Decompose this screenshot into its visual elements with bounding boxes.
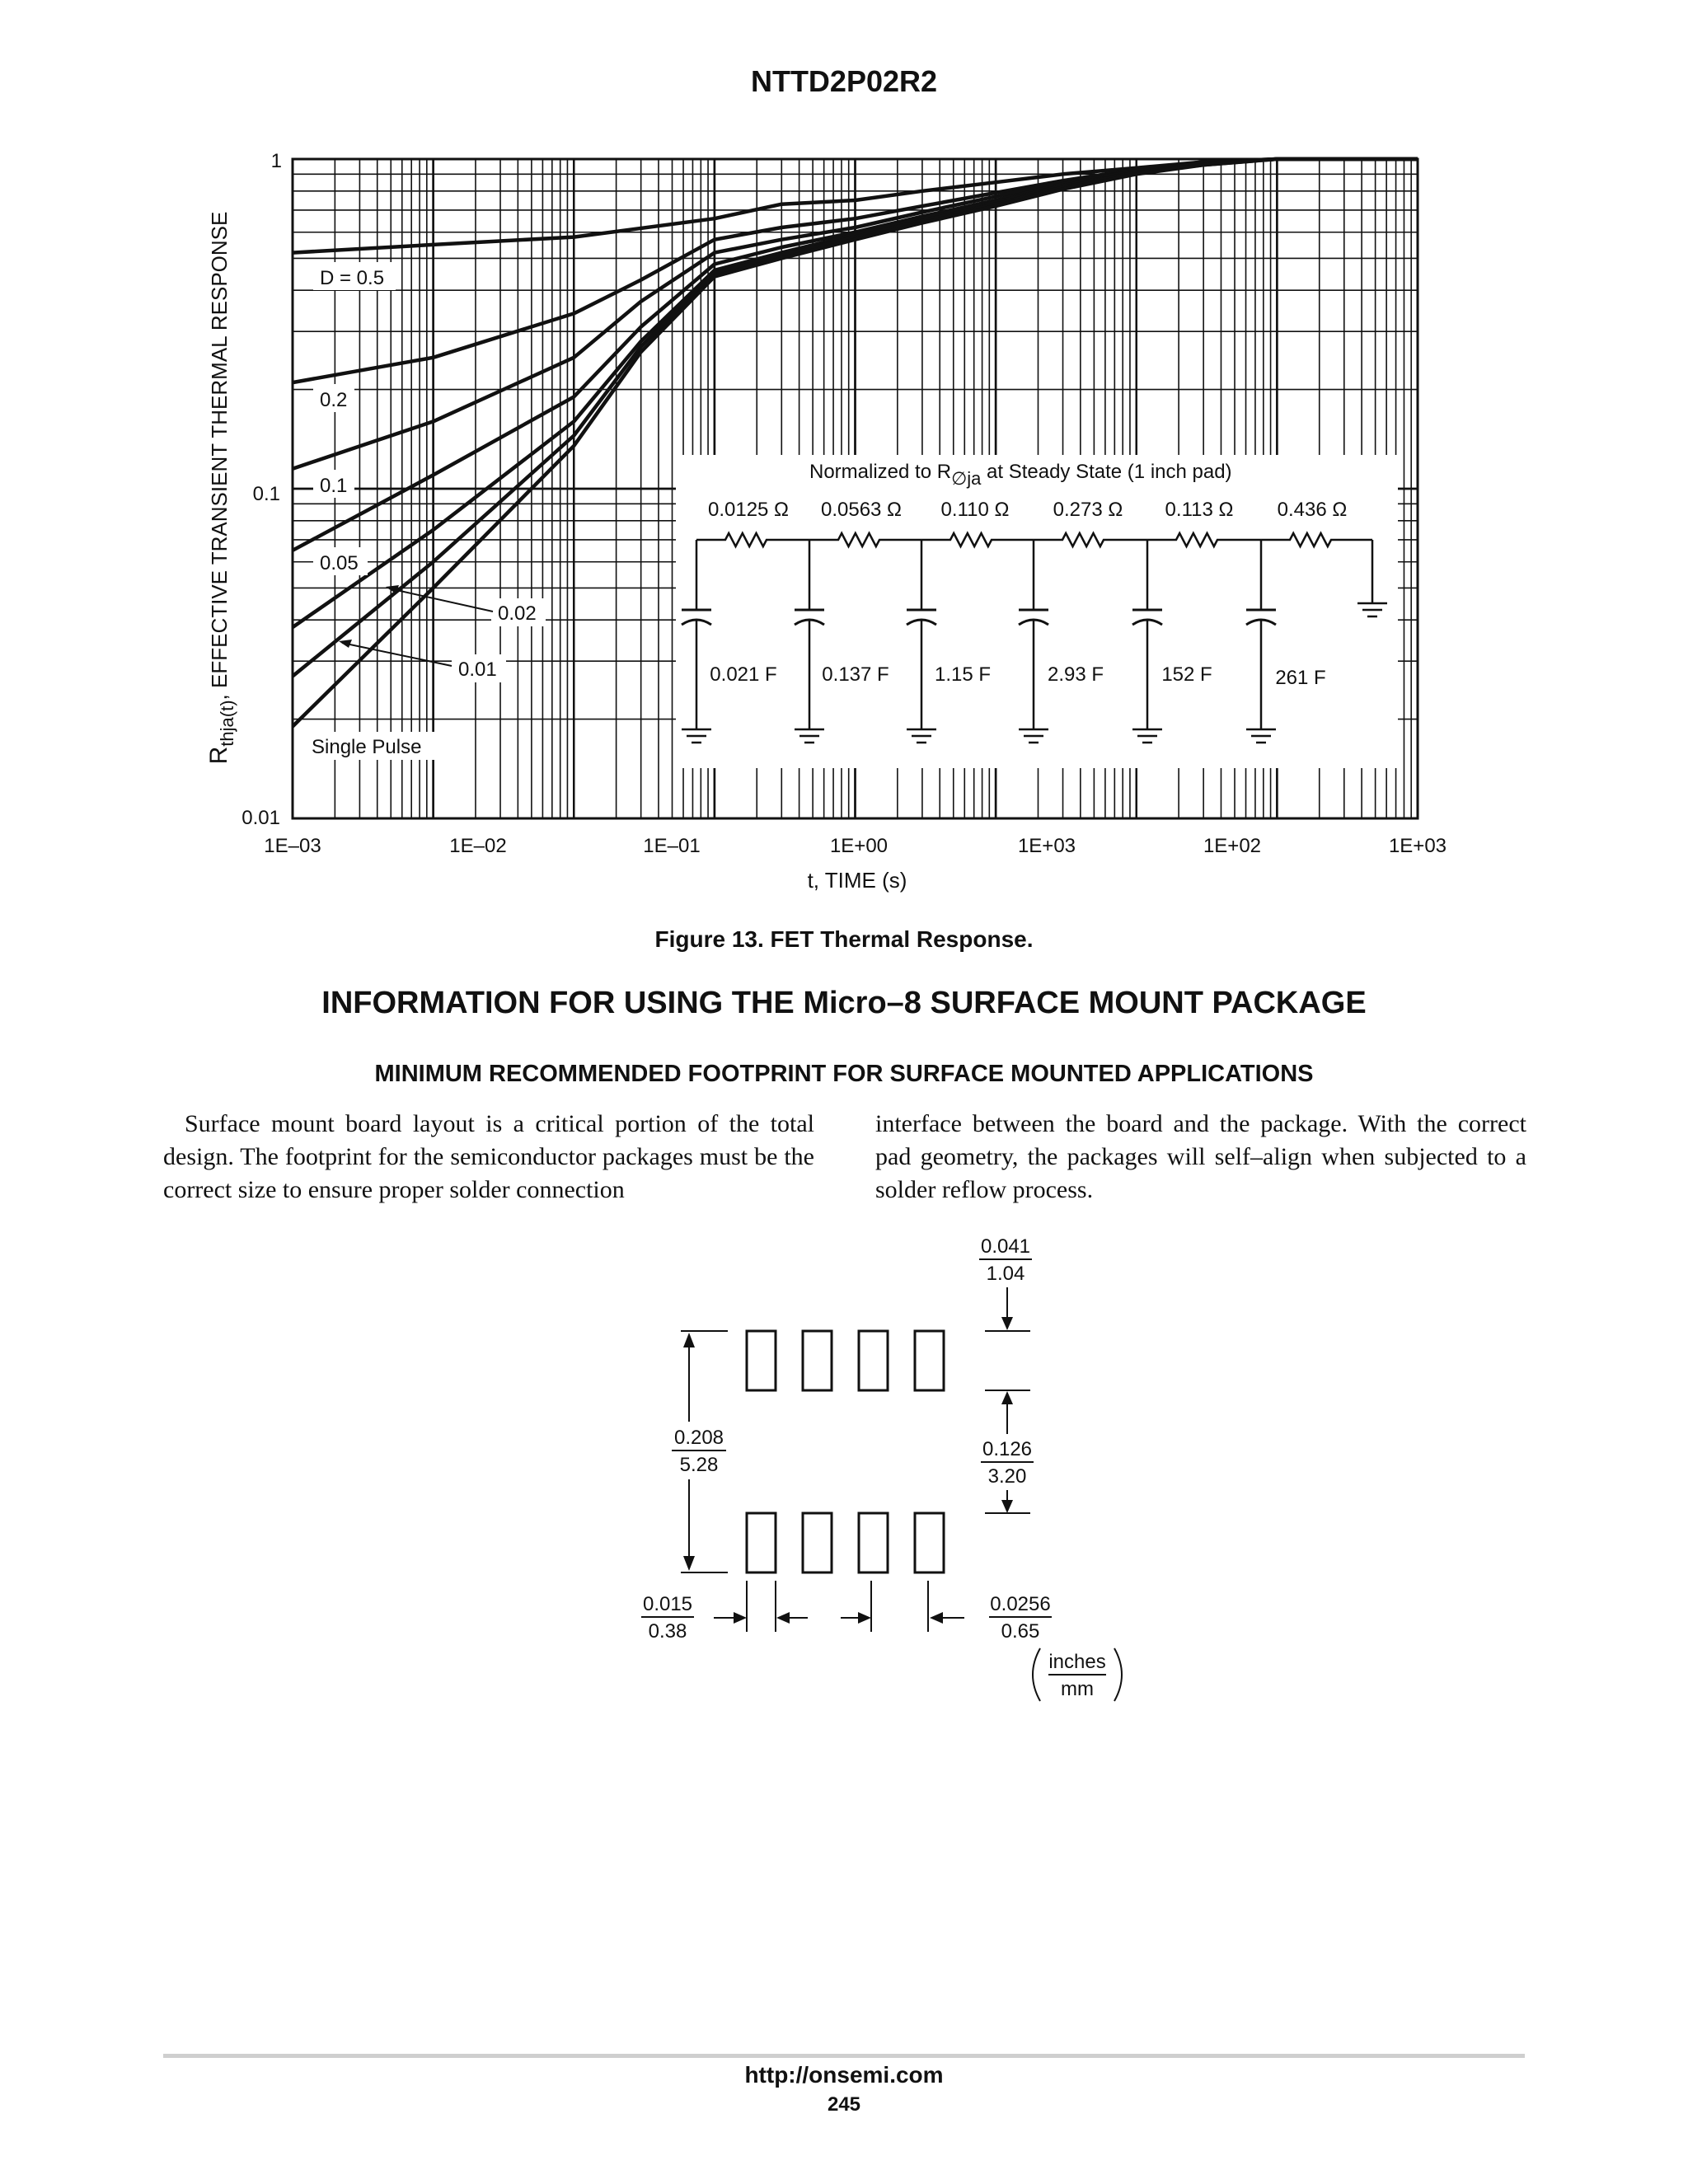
dim-gap-mm: 3.20 [987,1465,1027,1488]
dim-overall-inches: 0.208 [673,1427,724,1449]
resistor-label: 0.113 Ω [1165,499,1234,521]
body-text-left: Surface mount board layout is a critical portion of the total design. The footprint for the semiconductor packages must be the correct size to ensure proper solder connection [163,1110,814,1203]
dim-pad-width-mm: 1.04 [986,1263,1025,1285]
inset-title: Normalized to R∅ja at Steady State (1 inch pad) [809,461,1232,489]
capacitor-label: 1.15 F [934,663,992,686]
footer-divider [163,2054,1525,2058]
x-tick-label: 1E–03 [264,835,321,857]
footprint-drawing [641,1235,1122,1701]
dim-pad-narrow-mm: 0.38 [648,1620,687,1643]
y-axis-label [205,212,237,765]
pad [747,1331,776,1390]
pad [859,1513,888,1572]
series-label: 0.1 [320,475,348,497]
dim-overall-mm: 5.28 [679,1454,719,1476]
footer-url: http://onsemi.com [744,2062,944,2088]
dim-gap-inches: 0.126 [982,1438,1033,1460]
body-text-right: interface between the board and the package. With the correct pad geometry, the packages will self–align when subjected to a solder reflow process. [875,1110,1526,1203]
units-inches: inches [1048,1651,1106,1673]
y-tick-label: 0.1 [252,483,280,505]
x-tick-label: 1E+02 [1203,835,1262,857]
x-tick-label: 1E+03 [1388,835,1447,857]
resistor-label: 0.0563 Ω [820,499,903,521]
x-tick-label: 1E–02 [449,835,507,857]
pad [859,1331,888,1390]
page-title: NTTD2P02R2 [750,64,938,98]
series-label: 0.05 [320,552,359,574]
dim-pad-width-inches: 0.041 [980,1235,1031,1258]
resistor-label: 0.0125 Ω [707,499,790,521]
resistor-label: 0.110 Ω [940,499,1010,521]
dim-pitch-inches: 0.0256 [990,1593,1051,1615]
y-tick-label: 1 [270,150,282,172]
capacitor-label: 2.93 F [1047,663,1104,686]
rc-network-inset [676,455,1398,768]
series-label: Single Pulse [312,736,422,758]
pad [915,1331,944,1390]
capacitor-label: 0.021 F [710,663,777,686]
page-number: 245 [827,2093,861,2116]
sub-heading: MINIMUM RECOMMENDED FOOTPRINT FOR SURFACE MOUNTED APPLICATIONS [374,1061,1314,1087]
svg-text:Rthja(t), EFFECTIVE TRANSIENT: $R_{thja(t)}$, EFFECTIVE TRANSIENT THERMAL RESPONSE [205,211,237,765]
pad [803,1331,832,1390]
dim-pad-narrow-inches: 0.015 [642,1593,693,1615]
x-axis-label: t, TIME (s) [807,868,907,893]
figure-caption: Figure 13. FET Thermal Response. [654,926,1034,952]
capacitor-label: 152 F [1161,663,1212,686]
resistor-label: 0.273 Ω [1053,499,1123,521]
section-heading: INFORMATION FOR USING THE Micro–8 SURFACE MOUNT PACKAGE [321,986,1367,1020]
series-label: 0.02 [498,602,537,625]
pad [915,1513,944,1572]
series-label: D = 0.5 [320,267,385,289]
y-tick-label: 0.01 [241,807,280,829]
series-label: 0.2 [320,389,348,411]
units-mm: mm [1061,1678,1094,1700]
resistor-label: 0.436 Ω [1277,499,1348,521]
pad [803,1513,832,1572]
dim-pitch-mm: 0.65 [1001,1620,1040,1643]
x-tick-label: 1E–01 [643,835,701,857]
x-tick-label: 1E+03 [1017,835,1076,857]
x-tick-label: 1E+00 [829,835,889,857]
pad [747,1513,776,1572]
capacitor-label: 0.137 F [822,663,889,686]
series-label: 0.01 [458,658,497,681]
capacitor-label: 261 F [1275,667,1326,689]
